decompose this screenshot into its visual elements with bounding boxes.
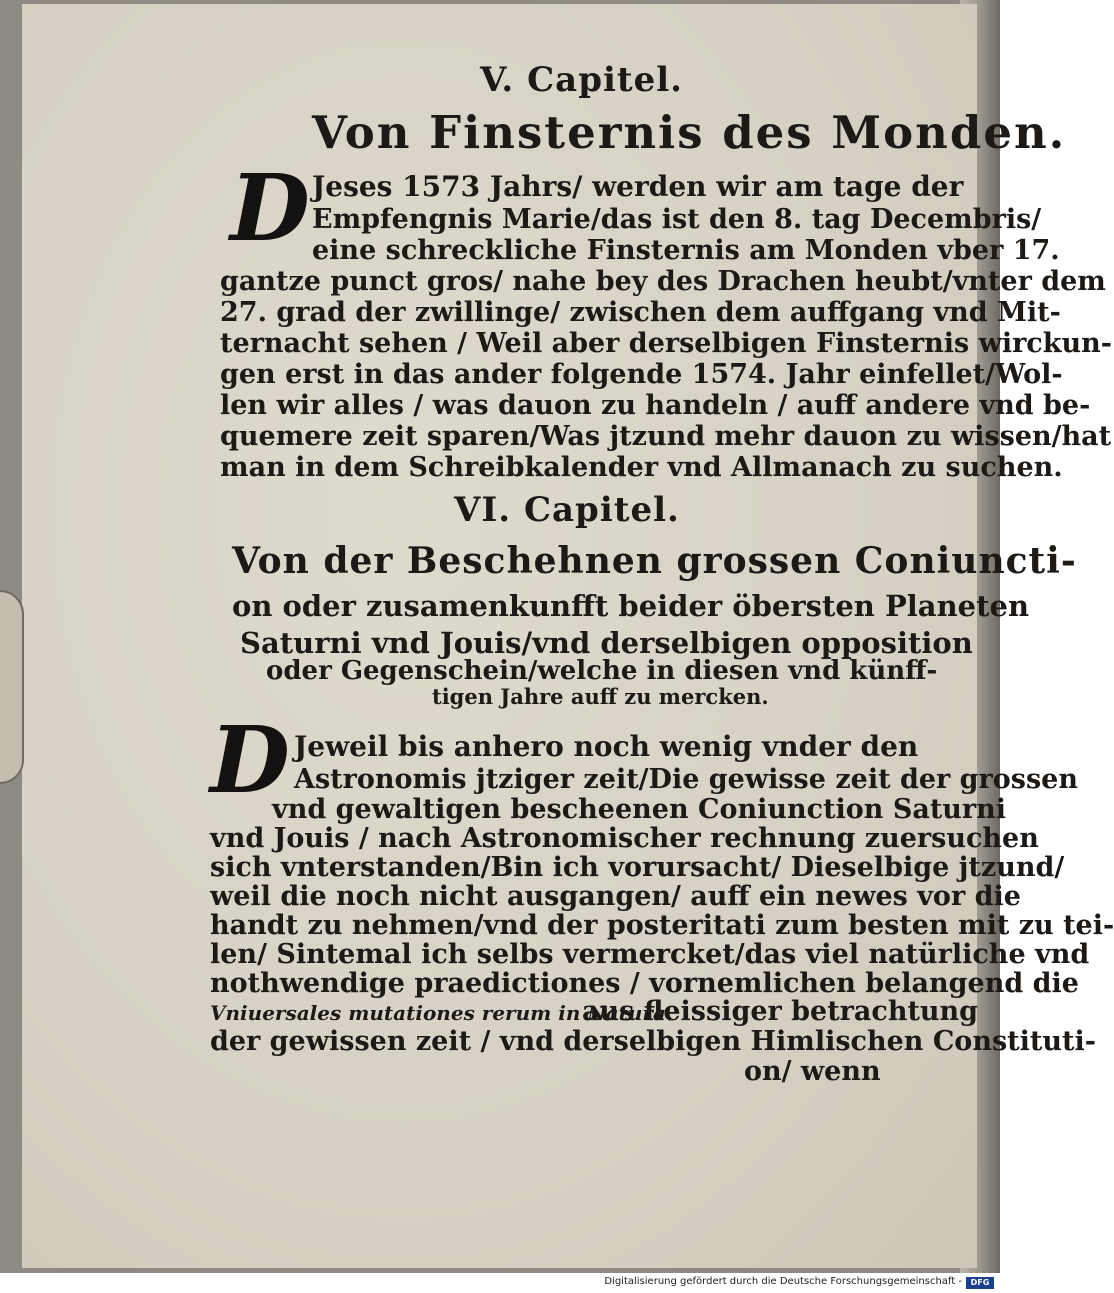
chapter6-line: on/ wenn — [744, 1056, 881, 1087]
footer-bar — [0, 1273, 1000, 1293]
chapter6-line: vnd Jouis / nach Astronomischer rechnung zuersuchen — [210, 823, 1039, 854]
chapter5-initial: D — [230, 154, 310, 262]
chapter6-line: sich vnterstanden/Bin ich vorursacht/ Dieselbige jtzund/ — [210, 852, 1065, 883]
chapter6-line: nothwendige praedictiones / vornemlichen belangend die — [210, 968, 1079, 999]
chapter5-line: eine schreckliche Finsternis am Monden vber 17. — [312, 235, 1060, 266]
chapter5-line: Jeses 1573 Jahrs/ werden wir am tage der — [312, 170, 964, 203]
chapter5-line: len wir alles / was dauon zu handeln / auff andere vnd be- — [220, 390, 1091, 421]
latin-phrase: Vniuersales mutationes rerum in Natura. — [210, 1001, 673, 1025]
chapter6-line: handt zu nehmen/vnd der posteritati zum besten mit zu tei- — [210, 910, 1114, 941]
book-page — [22, 4, 1114, 1268]
footer-credit: Digitalisierung gefördert durch die Deutsche Forschungsgemeinschaft - — [604, 1276, 962, 1287]
chapter6-line: der gewissen zeit / vnd derselbigen Himlischen Constituti- — [210, 1026, 1096, 1057]
dfg-logo: DFG — [966, 1277, 994, 1289]
page-edge-curl — [0, 590, 24, 784]
chapter6-title-line: Von der Beschehnen grossen Coniuncti- — [232, 540, 1077, 582]
chapter6-title-line: tigen Jahre auff zu mercken. — [432, 684, 769, 709]
chapter6-initial: D — [210, 706, 290, 814]
chapter6-line: Jeweil bis anhero noch wenig vnder den — [294, 730, 919, 763]
chapter5-line: Empfengnis Marie/das ist den 8. tag Decembris/ — [312, 204, 1042, 235]
chapter5-line: man in dem Schreibkalender vnd Allmanach zu suchen. — [220, 452, 1063, 483]
chapter6-line: vnd gewaltigen bescheenen Coniunction Saturni — [272, 794, 1007, 825]
chapter5-line: quemere zeit sparen/Was jtzund mehr dauon zu wissen/hat — [220, 421, 1112, 452]
chapter5-line: 27. grad der zwillinge/ zwischen dem auffgang vnd Mit- — [220, 297, 1061, 328]
chapter6-line: len/ Sintemal ich selbs vermercket/das viel natürliche vnd — [210, 939, 1090, 970]
page-content — [22, 4, 1114, 1268]
chapter5-line: gantze punct gros/ nahe bey des Drachen heubt/vnter dem — [220, 266, 1106, 297]
chapter5-title: Von Finsternis des Monden. — [312, 106, 1067, 159]
chapter6-line: weil die noch nicht ausgangen/ auff ein newes vor die — [210, 881, 1021, 912]
chapter6-title-line: oder Gegenschein/welche in diesen vnd künff- — [266, 656, 938, 686]
chapter6-title-line: on oder zusamenkunfft beider öbersten Planeten — [232, 589, 1030, 623]
chapter5-line: ternacht sehen / Weil aber derselbigen Finsternis wirckun- — [220, 328, 1112, 359]
chapter6-title-line: Saturni vnd Jouis/vnd derselbigen opposition — [240, 626, 973, 660]
chapter6-heading: VI. Capitel. — [454, 490, 680, 530]
chapter5-heading: V. Capitel. — [480, 60, 683, 100]
chapter5-line: gen erst in das ander folgende 1574. Jahr einfellet/Wol- — [220, 359, 1063, 390]
chapter6-line: Astronomis jtziger zeit/Die gewisse zeit der grossen — [294, 764, 1078, 795]
chapter6-line: aus fleissiger betrachtung — [582, 996, 979, 1027]
